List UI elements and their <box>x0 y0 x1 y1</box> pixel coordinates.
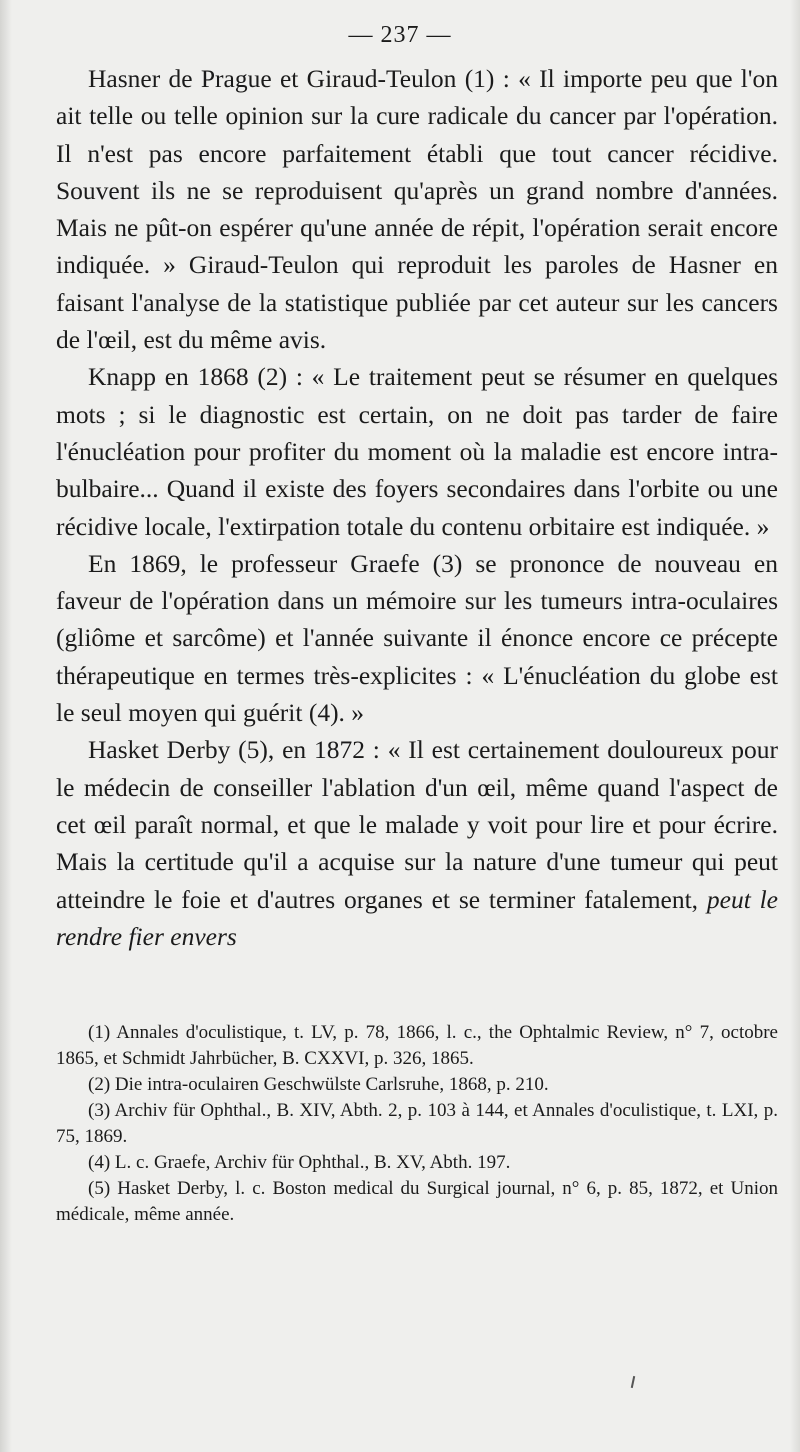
page-number: — 237 — <box>348 22 452 48</box>
footnote-4: (4) L. c. Graefe, Archiv für Ophthal., B. XV, Abth. 197. <box>88 1152 511 1173</box>
footnote-1: (1) Annales d'oculistique, t. LV, p. 78, 1866, l. c., the Ophtalmic Review, n° 7, octobre 1865, et Schmidt Jahrbücher, B. CXXVI, p. 326, 1865. <box>56 1022 778 1069</box>
page-edge-shadow-right <box>790 0 800 1452</box>
paper-speck <box>631 1376 635 1388</box>
footnote-5: (5) Hasket Derby, l. c. Boston medical du Surgical journal, n° 6, p. 85, 1872, et Union médicale, même année. <box>56 1178 778 1225</box>
footnotes <box>56 1020 778 1228</box>
paragraph-knapp: Knapp en 1868 (2) : « Le traitement peut se résumer en quelques mots ; si le diagnostic est certain, on ne doit pas tarder de faire l'énucléation pour profiter du moment où la maladie est encore intra-bulbaire... Quand il existe des foyers secondaires dans l'orbite ou une récidive locale, l'extirpation totale du contenu orbitaire est indiquée. » <box>56 362 778 541</box>
body-text <box>56 60 778 955</box>
paragraph-hasner: Hasner de Prague et Giraud-Teulon (1) : « Il importe peu que l'on ait telle ou telle opinion sur la cure radicale du cancer par l'opération. Il n'est pas encore parfaitement établi que tout cancer récidive. Souvent ils ne se reproduisent qu'après un grand nombre d'années. Mais ne pût-on espérer qu'une année de répit, l'opération serait encore indiquée. » Giraud-Teulon qui reproduit les paroles de Hasner en faisant l'analyse de la statistique publiée par cet auteur sur les cancers de l'œil, est du même avis. <box>56 64 778 355</box>
footnote-2: (2) Die intra-oculairen Geschwülste Carlsruhe, 1868, p. 210. <box>88 1074 549 1095</box>
page-edge-shadow-left <box>0 0 12 1452</box>
paragraph-derby-text: Hasket Derby (5), en 1872 : « Il est certainement douloureux pour le médecin de conseiller l'ablation d'un œil, même quand l'aspect de cet œil paraît normal, et que le malade y voit pour lire et pour écrire. Mais la certitude qu'il a acquise sur la nature d'une tumeur qui peut atteindre le foie et d'autres organes et se terminer fatalement, <box>56 735 778 914</box>
paragraph-derby <box>56 731 778 955</box>
paragraph-graefe: En 1869, le professeur Graefe (3) se prononce de nouveau en faveur de l'opération dans un mémoire sur les tumeurs intra-oculaires (gliôme et sarcôme) et l'année suivante il énonce encore ce précepte thérapeutique en termes très-explicites : « L'énucléation du globe est le seul moyen qui guérit (4). » <box>56 548 778 728</box>
paragraph-derby-italic: peut le rendre fier envers <box>56 884 778 951</box>
footnote-3: (3) Archiv für Ophthal., B. XIV, Abth. 2, p. 103 à 144, et Annales d'oculistique, t. LXI, p. 75, 1869. <box>56 1100 778 1147</box>
